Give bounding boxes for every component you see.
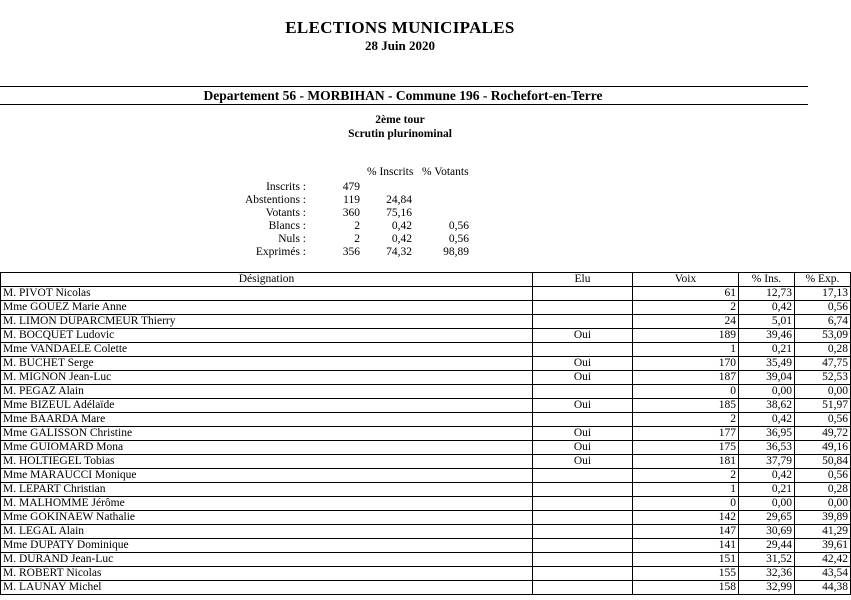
stat-value: 2 bbox=[354, 220, 360, 232]
candidate-name: M. ROBERT Nicolas bbox=[1, 567, 533, 581]
round-label: 2ème tour bbox=[375, 114, 425, 126]
pct-inscrits: 0,42 bbox=[739, 413, 795, 427]
elected-flag: Oui bbox=[533, 441, 633, 455]
stat-pct-inscrits: 24,84 bbox=[386, 194, 412, 206]
stat-pct-inscrits: 74,32 bbox=[386, 246, 412, 258]
stat-row bbox=[0, 207, 520, 220]
scrutin-label: Scrutin plurinominal bbox=[348, 128, 452, 140]
pct-exprimes: 39,61 bbox=[795, 539, 851, 553]
stat-pct-votants: 0,56 bbox=[448, 233, 469, 245]
results-table bbox=[0, 272, 851, 595]
elected-flag: Oui bbox=[533, 371, 633, 385]
pct-inscrits: 38,62 bbox=[739, 399, 795, 413]
candidate-name: M. LEPART Christian bbox=[1, 483, 533, 497]
votes-count: 1 bbox=[633, 343, 739, 357]
pct-inscrits: 32,99 bbox=[739, 581, 795, 595]
pct-exprimes: 0,28 bbox=[795, 343, 851, 357]
pct-exprimes: 39,89 bbox=[795, 511, 851, 525]
pct-exprimes: 50,84 bbox=[795, 455, 851, 469]
table-row bbox=[1, 329, 851, 343]
elected-flag bbox=[533, 511, 633, 525]
candidate-name: M. PIVOT Nicolas bbox=[1, 287, 533, 301]
votes-count: 147 bbox=[633, 525, 739, 539]
stat-pct-inscrits: 0,42 bbox=[391, 220, 412, 232]
table-row bbox=[1, 441, 851, 455]
pct-exprimes: 0,00 bbox=[795, 385, 851, 399]
candidate-name: M. HOLTIEGEL Tobias bbox=[1, 455, 533, 469]
header-voix: Voix bbox=[633, 273, 739, 287]
candidate-name: Mme MARAUCCI Monique bbox=[1, 469, 533, 483]
elected-flag bbox=[533, 567, 633, 581]
elected-flag bbox=[533, 413, 633, 427]
stat-value: 2 bbox=[354, 233, 360, 245]
pct-exprimes: 53,09 bbox=[795, 329, 851, 343]
votes-count: 2 bbox=[633, 301, 739, 315]
pct-exprimes: 0,56 bbox=[795, 301, 851, 315]
pct-exprimes: 44,38 bbox=[795, 581, 851, 595]
pct-inscrits: 0,21 bbox=[739, 343, 795, 357]
pct-inscrits: 39,46 bbox=[739, 329, 795, 343]
votes-count: 151 bbox=[633, 553, 739, 567]
votes-count: 0 bbox=[633, 497, 739, 511]
pct-exprimes: 49,16 bbox=[795, 441, 851, 455]
votes-count: 24 bbox=[633, 315, 739, 329]
stat-label: Blancs : bbox=[268, 220, 306, 232]
table-row bbox=[1, 399, 851, 413]
table-row bbox=[1, 413, 851, 427]
pct-exprimes: 0,00 bbox=[795, 497, 851, 511]
pct-exprimes: 0,28 bbox=[795, 483, 851, 497]
table-row bbox=[1, 567, 851, 581]
pct-exprimes: 43,54 bbox=[795, 567, 851, 581]
elected-flag bbox=[533, 497, 633, 511]
elected-flag bbox=[533, 539, 633, 553]
col-header-pct-votants: % Votants bbox=[422, 166, 469, 178]
pct-inscrits: 5,01 bbox=[739, 315, 795, 329]
pct-exprimes: 47,75 bbox=[795, 357, 851, 371]
election-date: 28 Juin 2020 bbox=[364, 38, 436, 53]
candidate-name: Mme GALISSON Christine bbox=[1, 427, 533, 441]
votes-count: 187 bbox=[633, 371, 739, 385]
elected-flag bbox=[533, 385, 633, 399]
stat-value: 479 bbox=[342, 181, 360, 193]
candidate-name: M. LEGAL Alain bbox=[1, 525, 533, 539]
header-pct-exp: % Exp. bbox=[795, 273, 851, 287]
table-row bbox=[1, 301, 851, 315]
table-row bbox=[1, 371, 851, 385]
candidate-name: Mme DUPATY Dominique bbox=[1, 539, 533, 553]
table-row bbox=[1, 385, 851, 399]
table-row bbox=[1, 427, 851, 441]
votes-count: 170 bbox=[633, 357, 739, 371]
pct-inscrits: 0,00 bbox=[739, 385, 795, 399]
elected-flag: Oui bbox=[533, 399, 633, 413]
votes-count: 2 bbox=[633, 469, 739, 483]
votes-count: 0 bbox=[633, 385, 739, 399]
votes-count: 175 bbox=[633, 441, 739, 455]
table-row bbox=[1, 497, 851, 511]
stat-value: 356 bbox=[342, 246, 360, 258]
col-header-pct-inscrits: % Inscrits bbox=[367, 166, 414, 178]
stat-label: Inscrits : bbox=[266, 181, 306, 193]
pct-inscrits: 36,53 bbox=[739, 441, 795, 455]
elected-flag bbox=[533, 315, 633, 329]
table-row bbox=[1, 539, 851, 553]
votes-count: 189 bbox=[633, 329, 739, 343]
table-row bbox=[1, 315, 851, 329]
table-row bbox=[1, 469, 851, 483]
pct-inscrits: 32,36 bbox=[739, 567, 795, 581]
elected-flag bbox=[533, 469, 633, 483]
pct-inscrits: 0,21 bbox=[739, 483, 795, 497]
location-banner: Departement 56 - MORBIHAN - Commune 196 - Rochefort-en-Terre bbox=[0, 86, 808, 105]
candidate-name: M. BOCQUET Ludovic bbox=[1, 329, 533, 343]
elected-flag: Oui bbox=[533, 357, 633, 371]
candidate-name: Mme VANDAELE Colette bbox=[1, 343, 533, 357]
stat-pct-votants: 0,56 bbox=[448, 220, 469, 232]
table-row bbox=[1, 287, 851, 301]
stat-pct-votants: 98,89 bbox=[443, 246, 469, 258]
pct-exprimes: 41,29 bbox=[795, 525, 851, 539]
candidate-name: M. PEGAZ Alain bbox=[1, 385, 533, 399]
candidate-name: M. MALHOMME Jérôme bbox=[1, 497, 533, 511]
votes-count: 61 bbox=[633, 287, 739, 301]
stat-row bbox=[0, 246, 520, 259]
pct-inscrits: 39,04 bbox=[739, 371, 795, 385]
elected-flag: Oui bbox=[533, 455, 633, 469]
pct-exprimes: 42,42 bbox=[795, 553, 851, 567]
candidate-name: Mme GUIOMARD Mona bbox=[1, 441, 533, 455]
votes-count: 185 bbox=[633, 399, 739, 413]
votes-count: 2 bbox=[633, 413, 739, 427]
table-header-row bbox=[1, 273, 851, 287]
stat-label: Abstentions : bbox=[244, 194, 306, 206]
candidate-name: Mme BAARDA Mare bbox=[1, 413, 533, 427]
table-row bbox=[1, 357, 851, 371]
pct-inscrits: 12,73 bbox=[739, 287, 795, 301]
candidate-name: M. LAUNAY Michel bbox=[1, 581, 533, 595]
elected-flag: Oui bbox=[533, 427, 633, 441]
header-designation: Désignation bbox=[1, 273, 533, 287]
stat-value: 360 bbox=[342, 207, 360, 219]
votes-count: 141 bbox=[633, 539, 739, 553]
elected-flag bbox=[533, 343, 633, 357]
candidate-name: Mme BIZEUL Adélaïde bbox=[1, 399, 533, 413]
pct-exprimes: 17,13 bbox=[795, 287, 851, 301]
pct-inscrits: 31,52 bbox=[739, 553, 795, 567]
stat-value: 119 bbox=[343, 194, 360, 206]
candidate-name: M. DURAND Jean-Luc bbox=[1, 553, 533, 567]
pct-inscrits: 30,69 bbox=[739, 525, 795, 539]
pct-inscrits: 36,95 bbox=[739, 427, 795, 441]
table-row bbox=[1, 581, 851, 595]
stat-label: Exprimés : bbox=[255, 246, 306, 258]
elected-flag bbox=[533, 287, 633, 301]
candidate-name: M. MIGNON Jean-Luc bbox=[1, 371, 533, 385]
votes-count: 177 bbox=[633, 427, 739, 441]
stat-label: Votants : bbox=[265, 207, 306, 219]
votes-count: 155 bbox=[633, 567, 739, 581]
header-elu: Elu bbox=[533, 273, 633, 287]
candidate-name: M. LIMON DUPARCMEUR Thierry bbox=[1, 315, 533, 329]
candidate-name: Mme GOUEZ Marie Anne bbox=[1, 301, 533, 315]
candidate-name: M. BUCHET Serge bbox=[1, 357, 533, 371]
stat-label: Nuls : bbox=[278, 233, 306, 245]
stat-row bbox=[0, 194, 520, 207]
elected-flag bbox=[533, 301, 633, 315]
stat-pct-inscrits: 75,16 bbox=[386, 207, 412, 219]
elected-flag: Oui bbox=[533, 329, 633, 343]
pct-exprimes: 0,56 bbox=[795, 469, 851, 483]
pct-inscrits: 0,00 bbox=[739, 497, 795, 511]
elected-flag bbox=[533, 553, 633, 567]
candidate-name: Mme GOKINAEW Nathalie bbox=[1, 511, 533, 525]
pct-inscrits: 29,65 bbox=[739, 511, 795, 525]
votes-count: 181 bbox=[633, 455, 739, 469]
table-row bbox=[1, 455, 851, 469]
table-row bbox=[1, 511, 851, 525]
votes-count: 1 bbox=[633, 483, 739, 497]
stat-row bbox=[0, 181, 520, 194]
votes-count: 142 bbox=[633, 511, 739, 525]
elected-flag bbox=[533, 483, 633, 497]
table-row bbox=[1, 483, 851, 497]
pct-exprimes: 6,74 bbox=[795, 315, 851, 329]
pct-inscrits: 0,42 bbox=[739, 301, 795, 315]
pct-inscrits: 37,79 bbox=[739, 455, 795, 469]
stat-pct-inscrits: 0,42 bbox=[391, 233, 412, 245]
stat-row bbox=[0, 220, 520, 233]
pct-exprimes: 0,56 bbox=[795, 413, 851, 427]
table-row bbox=[1, 343, 851, 357]
pct-exprimes: 52,53 bbox=[795, 371, 851, 385]
pct-inscrits: 29,44 bbox=[739, 539, 795, 553]
votes-count: 158 bbox=[633, 581, 739, 595]
header-pct-ins: % Ins. bbox=[739, 273, 795, 287]
pct-exprimes: 51,97 bbox=[795, 399, 851, 413]
elected-flag bbox=[533, 581, 633, 595]
table-row bbox=[1, 553, 851, 567]
page-title: ELECTIONS MUNICIPALES bbox=[285, 18, 515, 37]
pct-inscrits: 35,49 bbox=[739, 357, 795, 371]
stat-row bbox=[0, 233, 520, 246]
elected-flag bbox=[533, 525, 633, 539]
pct-inscrits: 0,42 bbox=[739, 469, 795, 483]
table-row bbox=[1, 525, 851, 539]
pct-exprimes: 49,72 bbox=[795, 427, 851, 441]
